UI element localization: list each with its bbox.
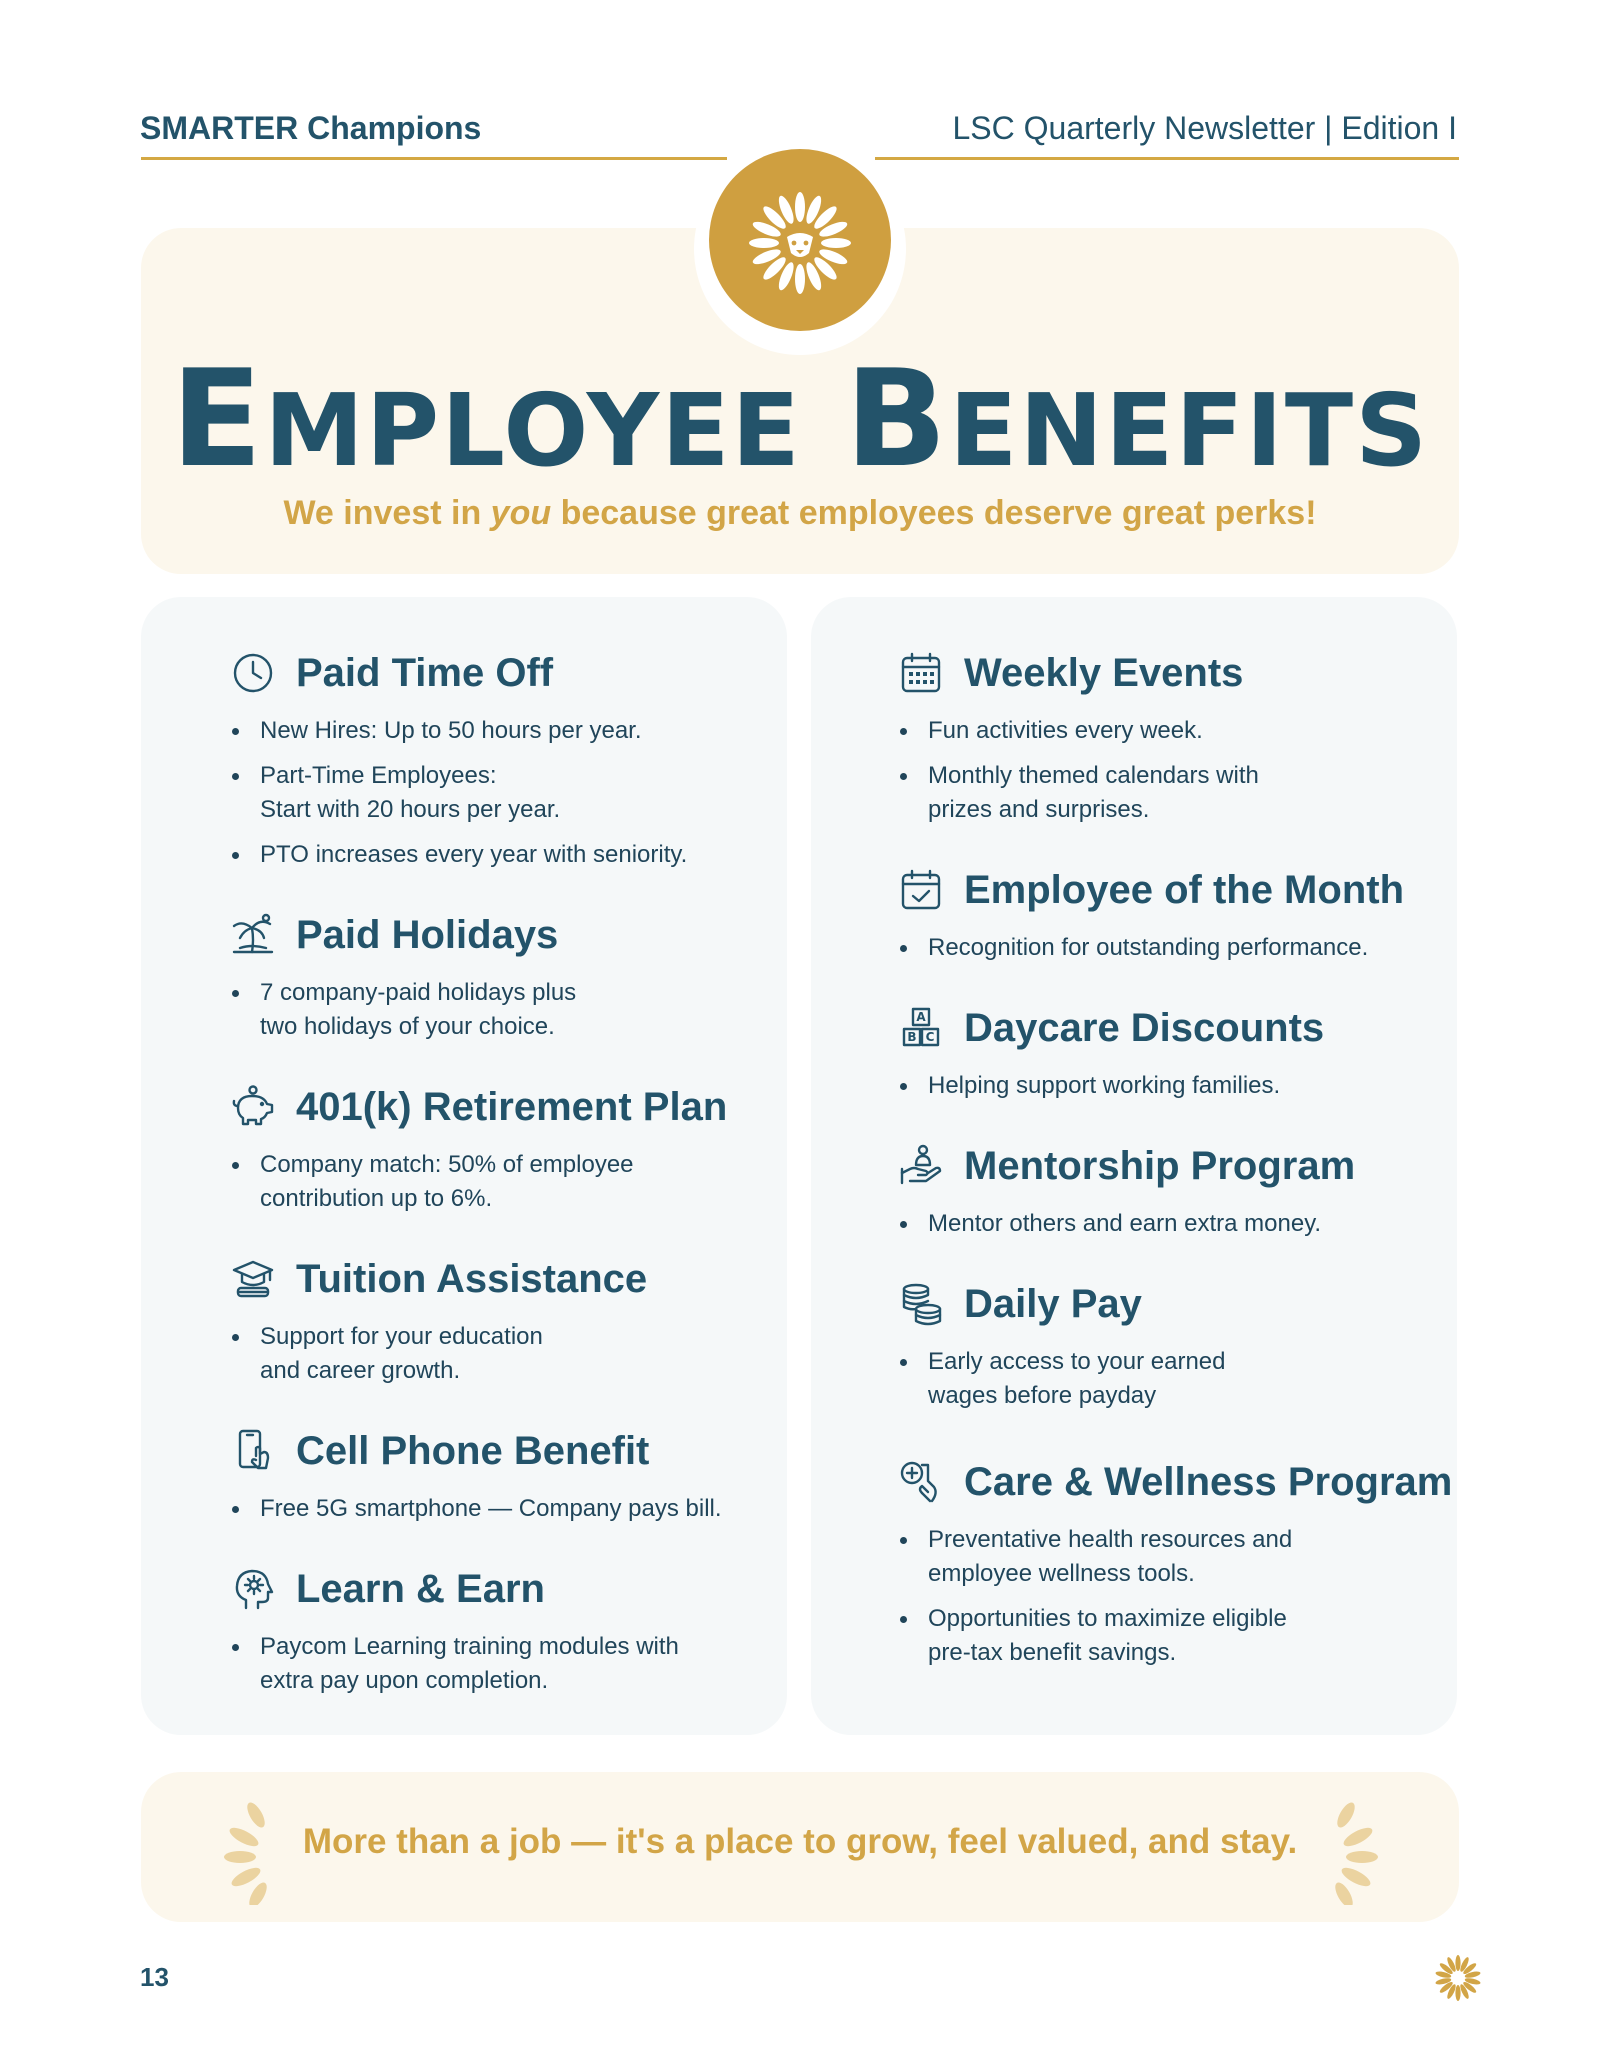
benefit-title: Cell Phone Benefit [296,1428,650,1473]
benefit-header [230,646,687,700]
benefit-detail-item: PTO increases every year with seniority. [230,838,687,872]
calendar-check-icon [898,867,944,913]
benefit-title: Employee of the Month [964,867,1404,912]
benefit-section [230,1252,647,1399]
benefit-section [230,1562,679,1709]
benefit-details-list [898,931,1404,965]
benefit-detail-item: Preventative health resources and employee wellness tools. [898,1523,1452,1591]
brain-gear-icon [230,1566,276,1612]
benefit-section [898,646,1259,838]
benefit-details-list [230,1148,727,1216]
benefit-title: Paid Holidays [296,912,559,957]
header-divider-right [875,157,1459,160]
svg-text:C: C [925,1030,935,1044]
mentor-hand-icon [898,1143,944,1189]
benefit-details-list [898,1069,1324,1103]
benefit-header [898,1139,1355,1193]
piggy-bank-icon [230,1084,276,1130]
benefit-detail-item: 7 company-paid holidays plus two holidays of your choice. [230,976,576,1044]
benefit-title: Weekly Events [964,650,1244,695]
benefit-details-list [898,714,1259,827]
benefit-title: Care & Wellness Program [964,1459,1453,1504]
benefit-details-list [230,976,576,1044]
newsletter-edition: LSC Quarterly Newsletter | Edition I [952,110,1457,146]
calendar-grid-icon [898,650,944,696]
benefit-details-list [230,1492,722,1526]
benefit-detail-item: Helping support working families. [898,1069,1324,1103]
header-divider-left [141,157,727,160]
benefit-detail-item: Monthly themed calendars with prizes and surprises. [898,759,1259,827]
benefit-details-list [898,1207,1355,1241]
benefit-header [898,646,1259,700]
svg-text:B: B [907,1030,917,1044]
svg-text:A: A [916,1010,926,1024]
benefit-detail-item: Opportunities to maximize eligible pre-tax benefit savings. [898,1602,1452,1670]
benefit-detail-item: Early access to your earned wages before payday [898,1345,1225,1413]
benefit-section [898,863,1404,976]
corner-lion-logo-icon [1430,1950,1486,2006]
benefit-title: Mentorship Program [964,1143,1356,1188]
benefit-detail-item: Paycom Learning training modules with extra pay upon completion. [230,1630,679,1698]
benefit-details-list [230,714,687,872]
benefit-header [230,1562,679,1616]
page-number: 13 [140,1962,169,1992]
benefit-section [898,1455,1452,1681]
palm-tree-icon [230,912,276,958]
benefit-detail-item: Company match: 50% of employee contribution up to 6%. [230,1148,727,1216]
closing-tagline: More than a job — it's a place to grow, feel valued, and stay. [302,1822,1298,1861]
page-subtitle: We invest in you because great employees deserve great perks! [283,494,1317,532]
benefit-details-list [230,1630,679,1698]
benefit-detail-item: Free 5G smartphone — Company pays bill. [230,1492,722,1526]
benefit-header [898,1001,1324,1055]
benefit-title: Paid Time Off [296,650,554,695]
benefit-header [230,1424,722,1478]
benefit-header [898,863,1404,917]
benefit-section [230,1080,727,1227]
benefit-header [230,1252,647,1306]
benefit-title: 401(k) Retirement Plan [296,1084,728,1129]
benefit-header [230,1080,727,1134]
benefit-section [898,1001,1324,1114]
lion-logo-icon [709,149,891,331]
newsletter-section-name: SMARTER Champions [140,110,482,146]
benefit-detail-item: Support for your education and career growth. [230,1320,647,1388]
benefit-header [898,1277,1225,1331]
benefit-detail-item: Mentor others and earn extra money. [898,1207,1355,1241]
cell-phone-icon [230,1428,276,1474]
benefit-detail-item: Recognition for outstanding performance. [898,931,1404,965]
abc-blocks-icon [898,1005,944,1051]
benefit-details-list [898,1523,1452,1670]
benefit-title: Daycare Discounts [964,1005,1325,1050]
benefit-section [230,908,576,1055]
benefit-detail-item: Part-Time Employees: Start with 20 hours per year. [230,759,687,827]
benefit-section [898,1139,1355,1252]
graduation-cap-icon [230,1256,276,1302]
benefit-section [230,1424,722,1537]
health-hand-icon [898,1459,944,1505]
benefit-title: Daily Pay [964,1281,1142,1326]
benefit-detail-item: New Hires: Up to 50 hours per year. [230,714,687,748]
page-title: EMPLOYEE BENEFITS [170,341,1430,497]
coins-stack-icon [898,1281,944,1327]
benefit-details-list [898,1345,1225,1413]
benefit-title: Learn & Earn [296,1566,545,1611]
benefit-header [230,908,576,962]
benefit-title: Tuition Assistance [296,1256,648,1301]
benefit-section [230,646,687,883]
benefit-details-list [230,1320,647,1388]
benefit-header [898,1455,1452,1509]
benefit-detail-item: Fun activities every week. [898,714,1259,748]
clock-icon [230,650,276,696]
benefit-section [898,1277,1225,1424]
